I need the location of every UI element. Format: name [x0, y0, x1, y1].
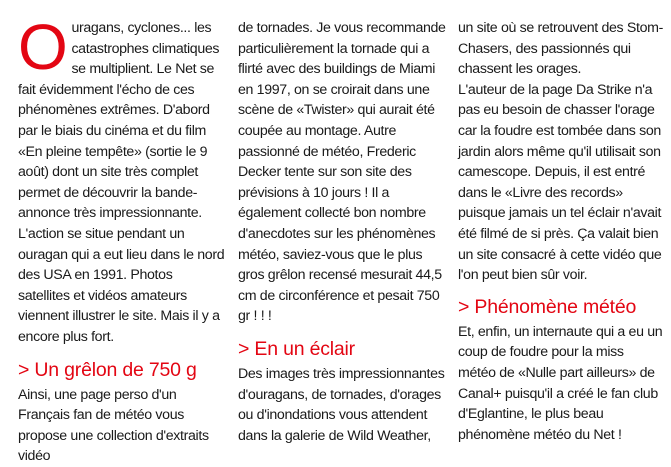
column-1 — [18, 11, 225, 465]
heading-phenomene: > Phénomène météo — [458, 295, 637, 318]
paragraph-grelon: Ainsi, une page perso d'un Français fan de météo vous propose une collection d'extraits vidéo — [18, 386, 209, 465]
drop-cap: O — [18, 11, 68, 83]
paragraph-da-strike: L'auteur de la page Da Strike n'a pas eu besoin de chasser l'orage car la foudre est tombée dans son jardin alors même qu'il utilisait son camescope. Depuis, il est entré dans le «Livre des records» puisque jamais un tel éclair n'avait été filmé de si près. Ça valait bien un site consacré à cette vidéo que l'on peut bien sûr voir. — [458, 81, 662, 284]
paragraph-eclair: Des images très impressionnantes d'ouragans, de tornades, d'orages ou d'inondations vous attendent dans la galerie de Wild Weather, — [238, 365, 445, 444]
paragraph-phenomene: Et, enfin, un internaute qui a eu un coup de foudre pour la miss météo de «Nulle part ailleurs» de Canal+ puisqu'il a créé le fan club d'Eglantine, le plus beau phénomène météo du Net ! — [458, 323, 663, 443]
paragraph-storm-chasers: un site où se retrouvent des Stom-Chasers, des passionnés qui chassent les orages. — [458, 20, 663, 78]
heading-grelon: > Un grêlon de 750 g — [18, 358, 197, 381]
column-2 — [238, 18, 446, 443]
column-3 — [458, 18, 664, 443]
intro-text: uragans, cyclones... les catastrophes climatiques se multiplient. Le Net se fait évidemment l'écho de ces phénomènes extrêmes. D'abord par le biais du cinéma et du film «En pleine tempête» (sortie le 9 août) dont un site très complet permet de découvrir la bande-annonce très impressionnante. L'action se situe pendant un ouragan qui a eut lieu dans le nord des USA en 1991. Photos satellites et vidéos amateurs viennent illustrer le site. Mais il y a encore plus fort. — [18, 20, 225, 345]
paragraph-tornades: de tornades. Je vous recommande particulièrement la tornade qui a flirté avec des buildings de Miami en 1997, on se croirait dans une scène de «Twister» qui aurait été coupée au montage. Autre passionné de météo, Frederic Decker tente sur son site des prévisions à 10 jours ! Il a également collecté bon nombre d'anecdotes sur les phénomènes météo, saviez-vous que le plus gros grêlon recensé mesurait 44,5 cm de circonférence et pesait 750 gr ! ! ! — [238, 20, 446, 325]
intro-paragraph — [18, 11, 225, 348]
heading-eclair: > En un éclair — [238, 337, 355, 360]
